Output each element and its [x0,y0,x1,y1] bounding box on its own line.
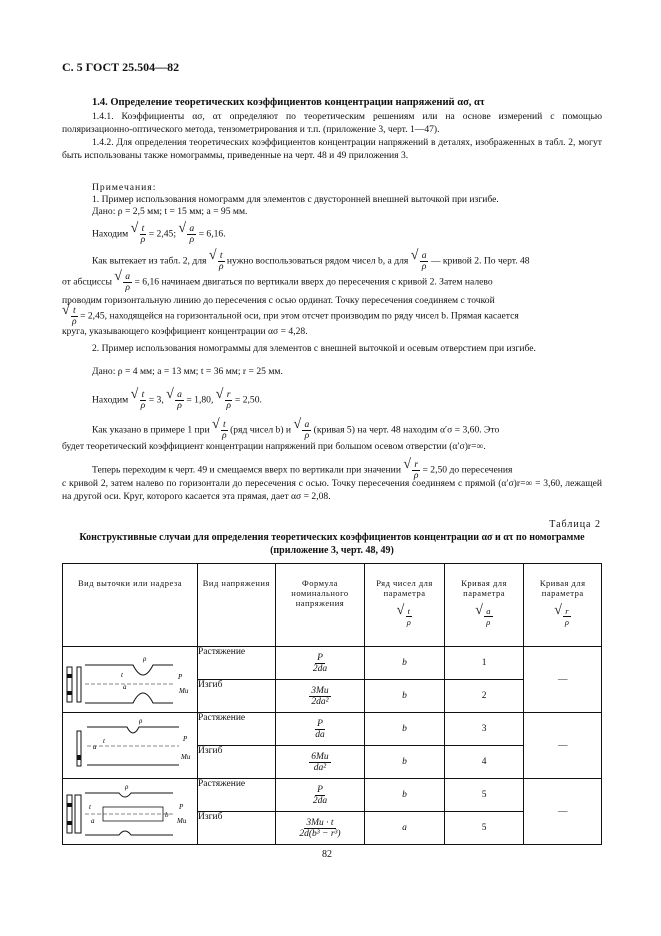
cell-formula [275,680,365,713]
notch-drawing-single-external [63,713,198,779]
cell-stress: Изгиб [198,680,276,713]
cell-dash: — [524,713,602,779]
cell-series: a [365,812,445,845]
col-header-curve-r [524,564,602,647]
header-text: Ряд чисел для параметра [376,578,433,598]
notch-drawing-axial-hole [63,779,198,845]
note2-para-line-1 [92,420,499,441]
col-header-series [365,564,445,647]
text: Теперь переходим к черт. 49 и смещаемся вверх по вертикали при значении [92,464,401,476]
svg-text:P: P [183,735,188,743]
notch-drawing-double-external [63,647,198,713]
svg-text:a: a [123,683,127,691]
table-row [63,713,602,746]
formula-numerator: 3Mи [311,685,329,696]
cell-series: b [365,680,445,713]
text: Как вытекает из табл. 2, для [92,255,207,267]
note1-find-label: Находим [92,228,129,240]
table-2 [62,563,602,845]
sqrt-r-rho: √ $\frac{r}{\rho}$ [554,606,571,627]
note1-para-line-5: круга, указывающего коэффициент концентрации ασ = 4,28. [62,326,308,337]
cell-curve: 5 [444,779,524,812]
sqrt-a-rho: √ $\frac{a}{\rho}$ [475,606,493,627]
paragraph-1-4-2: 1.4.2. Для определения теоретических коэффициентов концентрации напряжений в деталях, изображенных в табл. 2, могут быть использованы также номограммы, приведенные на черт. 48 и 49 приложения 3. [62,137,602,161]
page-number: 82 [322,849,332,860]
col-header-notch-type: Вид выточки или надреза [63,564,198,647]
table-row [63,779,602,812]
cell-curve: 1 [444,647,524,680]
svg-text:P: P [179,803,184,811]
text: = 2,50 до пересечения [422,464,513,476]
cell-curve: 3 [444,713,524,746]
sqrt-a-rho: √ $\frac{a}{\rho}$ [166,390,184,411]
table-header-row [63,564,602,647]
caption-line-2: (приложение 3, черт. 48, 49) [270,545,394,556]
sqrt-a-rho: √ $\frac{a}{\rho}$ [114,272,132,293]
col-header-formula: Формула номинального напряжения [275,564,365,647]
cell-stress: Растяжение [198,647,276,680]
note1-para-line-2 [62,272,602,293]
text: = 1,80, [186,394,214,406]
cell-formula [275,779,365,812]
svg-text:Mи: Mи [177,817,187,825]
formula-denominator: 2da² [311,696,329,707]
formula-numerator: P [317,718,323,729]
note1-find-line [92,224,226,245]
cell-series: b [365,713,445,746]
formula-numerator: 3Mи · t [306,817,334,828]
sqrt-t-rho: √ $\frac{t}{\rho}$ [209,251,225,272]
note2-given: Дано: ρ = 4 мм; a = 13 мм; t = 36 мм; r = 25 мм. [92,366,283,377]
text: = 2,50. [234,394,262,406]
svg-text:t: t [121,671,123,679]
svg-text:ρ: ρ [143,655,147,663]
axial-hole-diagram [63,779,197,841]
note2-text: 2. Пример использования номограммы для элементов с внешней выточкой и осевым отверстием при изгибе. [92,343,536,354]
text: Как указано в примере 1 при [92,424,210,436]
sqrt-t-rho: √ $\frac{t}{\rho}$ [212,420,228,441]
sqrt-t-rho: √ $\frac{t}{\rho}$ [397,606,413,627]
single-notch-diagram [63,713,197,775]
table-label: Таблица 2 [549,519,601,530]
sqrt-t-rho: √ $\frac{t}{\rho}$ [62,306,78,327]
note2-find-line [92,390,262,411]
paragraph-1-4-1: 1.4.1. Коэффициенты ασ, ατ определяют по теоретическим решениям или на основе измерений с помощью поляризационно-оптического метода, тензометрирования и т.п. (приложение 3, черт. 1—47). [62,111,602,135]
sqrt-a-rho: √ $\frac{a}{\rho}$ [293,420,311,441]
formula-numerator: 6Mи [311,751,329,762]
header-text: Кривая для параметра [461,578,507,598]
cell-stress: Изгиб [198,746,276,779]
note1-para-line-1 [92,251,530,272]
text: нужно воспользоваться рядом чисел b, а для [226,255,409,267]
cell-series: b [365,746,445,779]
text: от абсциссы [62,276,112,288]
svg-text:Mи: Mи [181,753,191,761]
svg-text:b: b [165,811,169,819]
cell-dash: — [524,779,602,845]
sqrt-a-rho: √ $\frac{a}{\rho}$ [178,224,196,245]
sqrt-r-rho: √ $\frac{r}{\rho}$ [216,390,233,411]
cell-stress: Изгиб [198,812,276,845]
svg-text:t: t [103,737,105,745]
formula-denominator: 2da [312,795,328,806]
sqrt-t-rho: √ $\frac{t}{\rho}$ [131,390,147,411]
cell-dash: — [524,647,602,713]
text: Находим [92,394,129,406]
text: — кривой 2. По черт. 48 [430,255,530,267]
cell-formula [275,746,365,779]
formula-denominator: 2da [312,663,328,674]
cell-formula [275,647,365,680]
cell-formula [275,713,365,746]
svg-text:t: t [89,803,91,811]
page-header: С. 5 ГОСТ 25.504—82 [62,60,180,74]
double-notch-diagram [63,647,197,709]
text: (кривая 5) на черт. 48 находим α′σ = 3,60. Это [313,424,500,436]
cell-curve: 4 [444,746,524,779]
note2-para-line-2: будет теоретический коэффициент концентрации напряжений при большом осевом отверстии (α′σ)r=∞. [62,441,486,452]
cell-curve: 5 [444,812,524,845]
table-caption [62,531,602,557]
note1-value-1: = 2,45; [148,228,176,240]
note1-given: Дано: ρ = 2,5 мм; t = 15 мм; a = 95 мм. [92,206,248,217]
note2-para-line-4: с кривой 2, затем налево по горизонтали до пересечения с осью. Точку пересечения соединяем с прямой (α′σ)r=∞ = 3,60, лежащей на другой оси. Круг, которого касается эта прямая, дает ασ = 2,08. [62,478,602,502]
note1-text: 1. Пример использования номограмм для элементов с двусторонней внешней выточкой при изгибе. [92,194,499,205]
note1-para-line-3: проводим горизонтальную линию до пересечения с осью ординат. Точку пересечения соединяем с точкой [62,295,495,306]
text: (ряд чисел b) и [230,424,292,436]
svg-text:a: a [91,817,95,825]
col-header-stress-type: Вид напряжения [198,564,276,647]
formula-denominator: da [315,729,325,740]
svg-text:Mи: Mи [179,687,189,695]
caption-line-1: Конструктивные случаи для определения теоретических коэффициентов концентрации ασ и ατ по номограмме [79,532,585,543]
cell-stress: Растяжение [198,779,276,812]
text: = 2,45, находящейся на горизонтальной оси, при этом отсчет производим по ряду чисел b. Прямая касается [80,310,519,322]
sqrt-t-rho: √ $\frac{t}{\rho}$ [131,224,147,245]
sqrt-a-rho: √ $\frac{a}{\rho}$ [411,251,429,272]
note1-value-2: = 6,16. [198,228,226,240]
sqrt-r-rho: √ $\frac{r}{\rho}$ [403,460,420,481]
cell-series: b [365,647,445,680]
cell-curve: 2 [444,680,524,713]
section-title: 1.4. Определение теоретических коэффициентов концентрации напряжений ασ, ατ [92,97,485,108]
svg-text:a: a [93,743,97,751]
cell-series: b [365,779,445,812]
text: = 6,16 начинаем двигаться по вертикали вверх до пересечения с кривой 2. Затем налево [134,276,493,288]
cell-formula [275,812,365,845]
table-row [63,647,602,680]
cell-stress: Растяжение [198,713,276,746]
formula-denominator: 2d(b³ − r³) [299,828,341,839]
svg-text:P: P [178,673,183,681]
note1-para-line-4 [62,306,602,327]
formula-denominator: da² [313,762,327,773]
svg-text:ρ: ρ [125,783,129,791]
header-text: Кривая для параметра [539,578,586,598]
text: = 3, [148,394,164,406]
col-header-curve-a [444,564,524,647]
formula-numerator: P [317,784,323,795]
svg-text:ρ: ρ [139,717,143,725]
formula-numerator: P [317,652,323,663]
notes-title: Примечания: [92,182,157,193]
